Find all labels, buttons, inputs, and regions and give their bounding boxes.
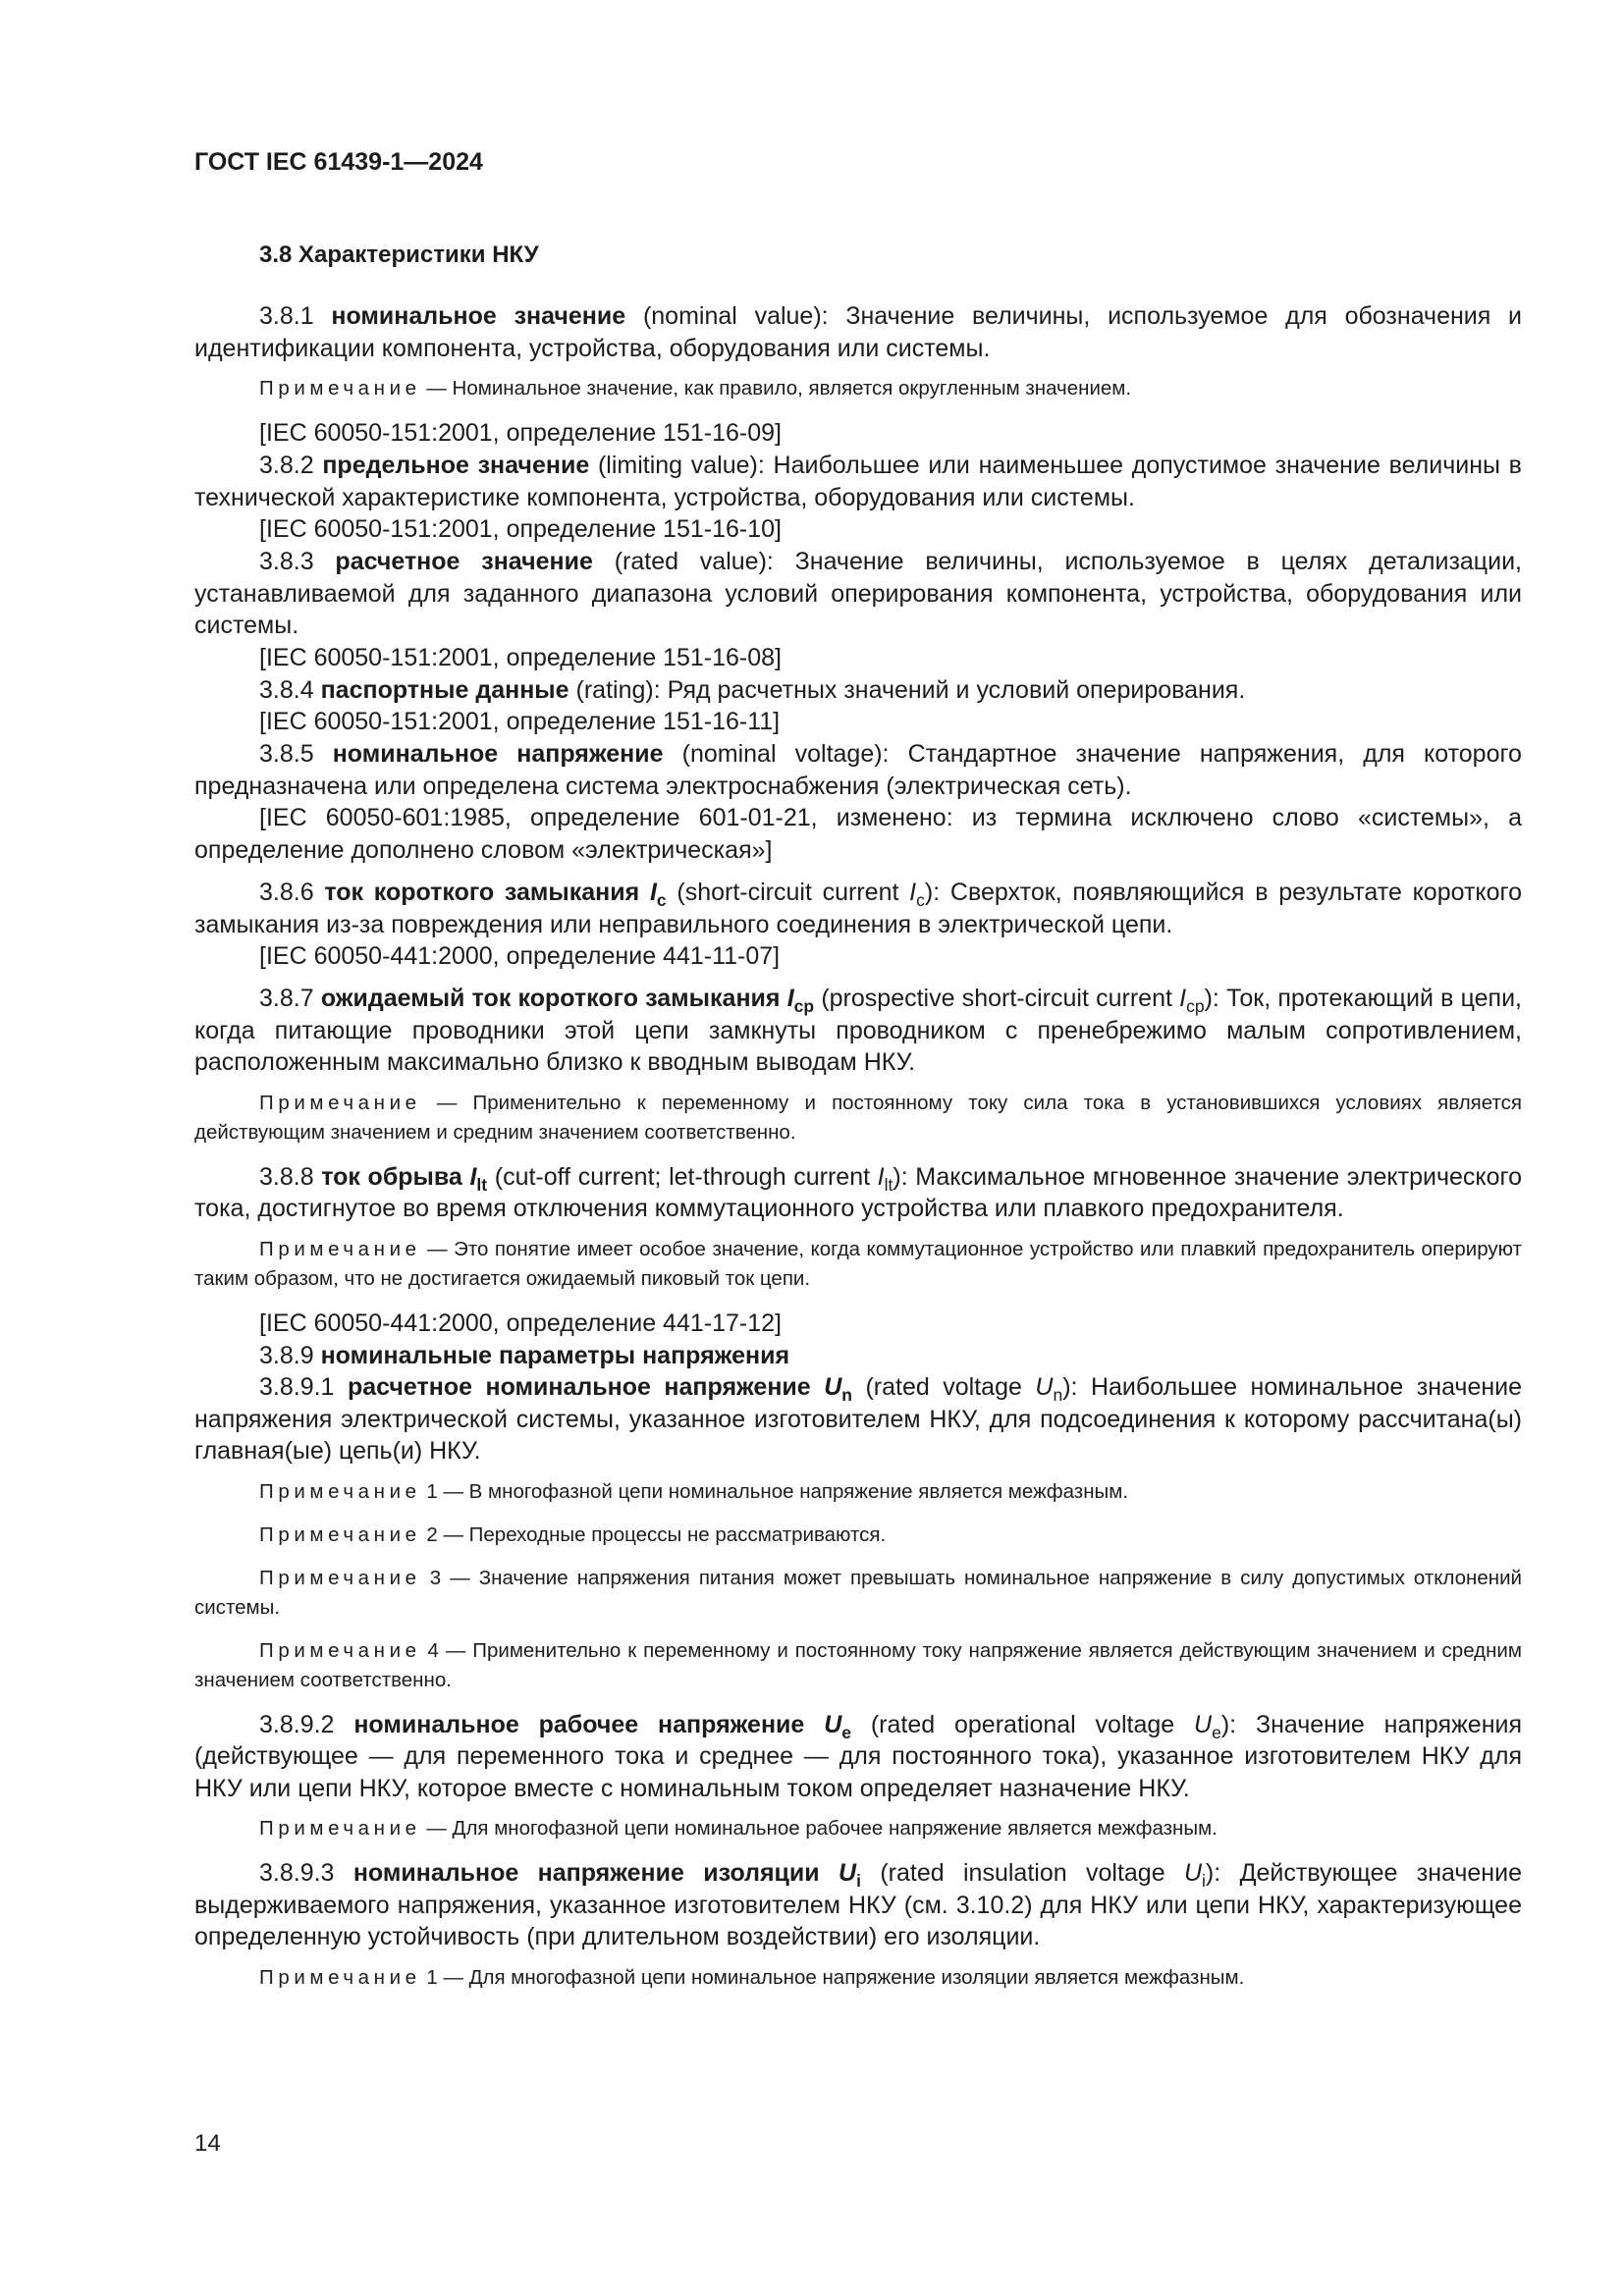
source-3-8-5: [IEC 60050-601:1985, определение 601-01-21, изменено: из термина исключено слово «системы», а определение дополнено словом «электрическая»] [194,804,1522,864]
definition-3-8-9-1: 3.8.9.1 расчетное номинальное напряжение $U_n$ (rated voltage $U_n$): Наибольшее номинальное значение напряжения электрической системы, указанное изготовителем НКУ, для подсоединения к которому рассчитана(ы) главная(ые) цепь(и) НКУ. [194,1373,1523,1465]
note-3-8-9-1-2: Примечание 2 — Переходные процессы не рассматриваются. [259,1522,887,1546]
symbol-Ue: $U_e$ [824,1710,851,1742]
document-header: ГОСТ IEC 61439-1—2024 [194,148,483,176]
document-page [194,147,1522,2006]
definition-3-8-7: 3.8.7 ожидаемый ток короткого замыкания $I_{cp}$ (prospective short-circuit current $I_{cp}$): Ток, протекающий в цепи, когда питающие проводники этой цепи замкнуты проводником с пренебрежимо малым сопротивлением, расположенным максимально близко к вводным выводам НКУ. [194,985,1522,1076]
definition-3-8-1: 3.8.1 номинальное значение (nominal value): Значение величины, используемое для обозначения и идентификации компонента, устройства, оборудования или системы. [194,302,1523,362]
note-3-8-9-1-4: Примечание 4 — Применительно к переменному и постоянному току напряжение является действующим значением и средним значением соответственно. [194,1638,1522,1691]
section-title: 3.8 Характеристики НКУ [259,241,539,268]
note-3-8-9-1-1: Примечание 1 — В многофазной цепи номинальное напряжение является межфазным. [259,1479,1129,1503]
source-3-8-1: [IEC 60050-151:2001, определение 151-16-09] [259,419,782,447]
page-number: 14 [194,2130,221,2157]
definition-3-8-9: 3.8.9 номинальные параметры напряжения [259,1341,790,1369]
symbol-Icp: $I_{cp}$ [786,985,815,1016]
definition-3-8-6: 3.8.6 ток короткого замыкания $I_c$ (short-circuit current $I_c$): Сверхток, появляющийся в результате короткого замыкания из-за повреждения или неправильного соединения в электрической цепи. [194,879,1522,938]
note-3-8-9-1-3: Примечание 3 — Значение напряжения питания может превышать номинальное напряжение в силу допустимых отклонений системы. [194,1566,1522,1619]
symbol-Ui: $U_i$ [839,1859,861,1891]
note-3-8-8: Примечание — Это понятие имеет особое значение, когда коммутационное устройство или плавкий предохранитель оперируют таким образом, что не достигается ожидаемый пиковый ток цепи. [194,1237,1522,1290]
symbol-Ilt: $I_{lt}$ [469,1162,488,1195]
symbol-Ic: $I_c$ [649,879,667,910]
definition-3-8-3: 3.8.3 расчетное значение (rated value): Значение величины, используемое в целях детализации, устанавливаемой для заданного диапазона условий оперирования компонента, устройства, оборудования или системы. [194,548,1523,639]
source-3-8-8: [IEC 60050-441:2000, определение 441-17-12] [259,1308,782,1337]
definition-3-8-8: 3.8.8 ток обрыва $I_{lt}$ (cut-off current; let-through current $I_{lt}$): Максимальное мгновенное значение электрического тока, достигнутое во время отключения коммутационного устройства или плавкого предохранителя. [194,1162,1522,1222]
definition-3-8-2: 3.8.2 предельное значение (limiting value): Наибольшее или наименьшее допустимое значение величины в технической характеристике компонента, устройства, оборудования или системы. [194,452,1522,511]
definition-3-8-9-3: 3.8.9.3 номинальное напряжение изоляции $U_i$ (rated insulation voltage $U_i$): Действующее значение выдерживаемого напряжения, указанное изготовителем НКУ (см. 3.10.2) для НКУ или цепи НКУ, характеризующее определенную устойчивость (при длительном воздействии) его изоляции. [194,1859,1522,1950]
note-3-8-9-2: Примечание — Для многофазной цепи номинальное рабочее напряжение является межфазным. [259,1817,1218,1840]
definition-3-8-4: 3.8.4 паспортные данные (rating): Ряд расчетных значений и условий оперирования. [259,675,1246,704]
definition-3-8-9-2: 3.8.9.2 номинальное рабочее напряжение $U_e$ (rated operational voltage $U_e$): Значение напряжения (действующее — для переменного тока и среднее — для постоянного тока), указанное изготовителем НКУ для НКУ или цепи НКУ, которое вместе с номинальным током определяет назначение НКУ. [194,1710,1523,1802]
source-3-8-6: [IEC 60050-441:2000, определение 441-11-07] [259,942,781,970]
source-3-8-4: [IEC 60050-151:2001, определение 151-16-11] [259,708,781,735]
note-3-8-7: Примечание — Применительно к переменному и постоянному току сила тока в установившихся условиях является действующим значением и средним значением соответственно. [194,1091,1522,1144]
symbol-Un: $U_n$ [824,1373,852,1405]
source-3-8-3: [IEC 60050-151:2001, определение 151-16-08] [259,643,782,671]
note-3-8-1: Примечание — Номинальное значение, как правило, является округленным значением. [259,377,1132,400]
source-3-8-2: [IEC 60050-151:2001, определение 151-16-10] [259,515,782,543]
definition-3-8-5: 3.8.5 номинальное напряжение (nominal voltage): Стандартное значение напряжения, для которого предназначена или определена система электроснабжения (электрическая сеть). [194,740,1522,800]
note-3-8-9-3-1: Примечание 1 — Для многофазной цепи номинальное напряжение изоляции является межфазным. [259,1965,1245,1989]
